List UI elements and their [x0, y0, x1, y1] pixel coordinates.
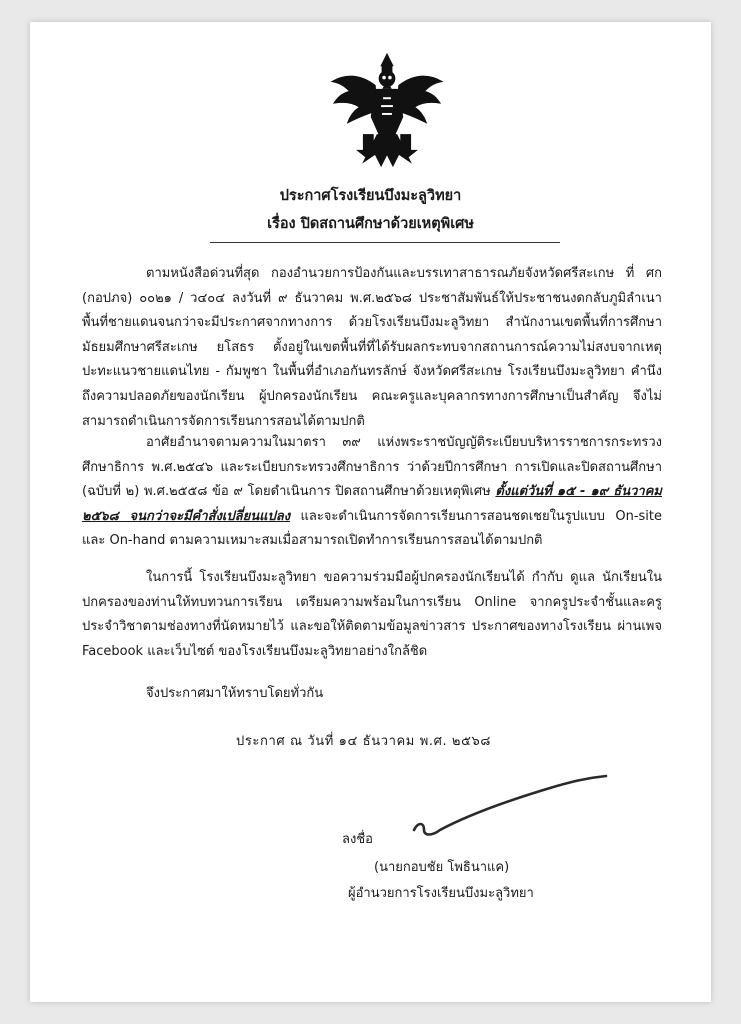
paragraph-2	[82, 431, 662, 554]
announcement-date: ประกาศ ณ วันที่ ๑๔ ธันวาคม พ.ศ. ๒๕๖๘	[236, 734, 492, 749]
document-heading: ประกาศโรงเรียนบึงมะลูวิทยา	[279, 188, 462, 204]
sign-label: ลงชื่อ	[342, 832, 373, 847]
paragraph-1: ตามหนังสือด่วนที่สุด กองอำนวยการป้องกันและบรรเทาสาธารณภัยจังหวัดศรีสะเกษ ที่ ศก (กอปภจ) ๐๐๒๑ / ว๔๐๔ ลงวันที่ ๙ ธันวาคม พ.ศ.๒๕๖๘ ประชาสัมพันธ์ให้ประชาชนงดกลับภูมิลำเนาพื้นที่ชายแดนจนกว่าจะมีประกาศจากทางการ ด้วยโรงเรียนบึงมะลูวิทยา สำนักงานเขตพื้นที่การศึกษามัธยมศึกษาศรีสะเกษ ยโสธร ตั้งอยู่ในเขตพื้นที่ที่ได้รับผลกระทบจากสถานการณ์ความไม่สงบจากเหตุปะทะแนวชายแดนไทย - กัมพูชา ในพื้นที่อำเภอกันทรลักษ์ จังหวัดศรีสะเกษ โรงเรียนบึงมะลูวิทยา คำนึงถึงความปลอดภัยของนักเรียน ผู้ปกครองนักเรียน คณะครูและบุคลากรทางการศึกษาเป็นสำคัญ จึงไม่สามารถดำเนินการจัดการเรียนการสอนได้ตามปกติ	[82, 266, 662, 429]
paragraph-4: จึงประกาศมาให้ทราบโดยทั่วกัน	[146, 686, 324, 701]
paragraph-2-text-before: อาศัยอำนาจตามความในมาตรา ๓๙ แห่งพระราชบัญญัติระเบียบบริหารราชการกระทรวงศึกษาธิการ พ.ศ.๒๕๔๖ และระเบียบกระทรวงศึกษาธิการ ว่าด้วยปีการศึกษา การเปิดและปิดสถานศึกษา (ฉบับที่ ๒) พ.ศ.๒๕๕๘ ข้อ ๙ โดยดำเนินการ ปิดสถานศึกษาด้วยเหตุพิเศษ	[82, 435, 662, 500]
signer-name: (นายกอบชัย โพธินาแค)	[374, 860, 510, 875]
document-subject: เรื่อง ปิดสถานศึกษาด้วยเหตุพิเศษ	[267, 216, 474, 232]
document-page	[30, 22, 711, 1002]
closure-period-emphasis: ตั้งแต่วันที่ ๑๕ - ๑๙ ธันวาคม ๒๕๖๘ จนกว่าจะมีคำสั่งเปลี่ยนแปลง	[82, 484, 662, 524]
paragraph-3: ในการนี้ โรงเรียนบึงมะลูวิทยา ขอความร่วมมือผู้ปกครองนักเรียนได้ กำกับ ดูแล นักเรียนในปกครองของท่านให้ทบทวนการเรียน เตรียมความพร้อมในการเรียน Online จากครูประจำชั้นและครูประจำวิชาตามช่องทางที่นัดหมายไว้ และขอให้ติดตามข้อมูลข่าวสาร ประกาศของทางโรงเรียน ผ่านเพจ Facebook และเว็บไซต์ ของโรงเรียนบึงมะลูวิทยาอย่างใกล้ชิด	[82, 570, 662, 659]
garuda-emblem-icon	[328, 52, 446, 170]
paragraph-2-text-after: และจะดำเนินการจัดการเรียนการสอนชดเชยในรูปแบบ On-site และ On-hand ตามความเหมาะสมเมื่อสามารถเปิดทำการเรียนการสอนได้ตามปกติ	[82, 508, 663, 549]
signer-position: ผู้อำนวยการโรงเรียนบึงมะลูวิทยา	[348, 886, 534, 901]
signature-mark	[410, 760, 610, 840]
heading-divider	[210, 242, 560, 243]
